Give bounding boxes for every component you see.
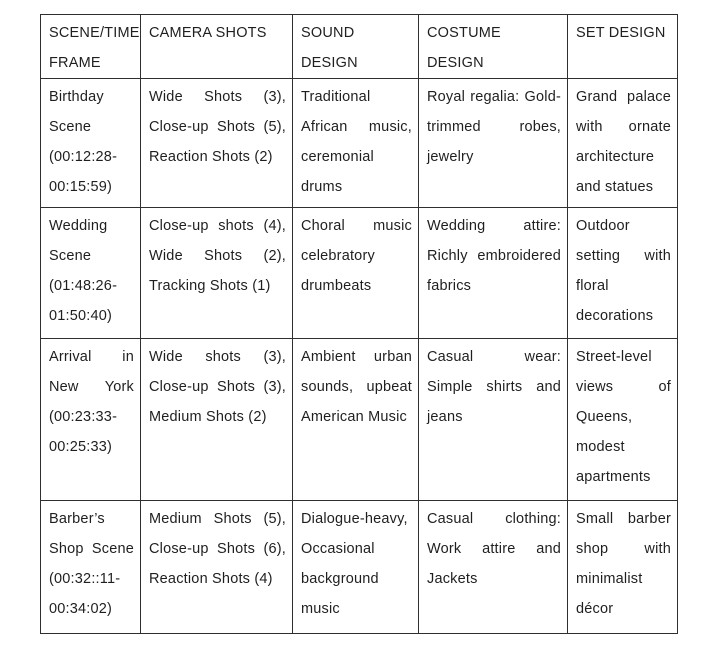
cell-camera-shots: Close-up shots (4), Wide Shots (2), Tracking Shots (1) xyxy=(141,208,293,339)
header-scene-time-frame: SCENE/TIME FRAME xyxy=(41,15,141,79)
cell-costume-design: Wedding attire: Richly embroidered fabrics xyxy=(419,208,568,339)
cell-set-design: Street-level views of Queens, modest apartments xyxy=(568,339,678,501)
header-sound-design: SOUND DESIGN xyxy=(293,15,419,79)
cell-scene: Wedding Scene (01:48:26-01:50:40) xyxy=(41,208,141,339)
cell-set-design: Small barber shop with minimalist décor xyxy=(568,501,678,634)
cell-set-design: Grand palace with ornate architecture and statues xyxy=(568,79,678,208)
cell-scene: Birthday Scene (00:12:28-00:15:59) xyxy=(41,79,141,208)
table-row-barbers-shop-scene xyxy=(41,501,678,634)
cell-sound-design: Traditional African music, ceremonial drums xyxy=(293,79,419,208)
cell-camera-shots: Wide shots (3), Close-up Shots (3), Medium Shots (2) xyxy=(141,339,293,501)
header-costume-design: COSTUME DESIGN xyxy=(419,15,568,79)
cell-sound-design: Ambient urban sounds, upbeat American Music xyxy=(293,339,419,501)
cell-camera-shots: Wide Shots (3), Close-up Shots (5), Reaction Shots (2) xyxy=(141,79,293,208)
cell-costume-design: Casual wear: Simple shirts and jeans xyxy=(419,339,568,501)
scene-breakdown-table xyxy=(40,14,678,634)
cell-scene: Barber’s Shop Scene (00:32::11-00:34:02) xyxy=(41,501,141,634)
table-header-row xyxy=(41,15,678,79)
cell-sound-design: Dialogue-heavy, Occasional background music xyxy=(293,501,419,634)
header-camera-shots: CAMERA SHOTS xyxy=(141,15,293,79)
cell-camera-shots: Medium Shots (5), Close-up Shots (6), Reaction Shots (4) xyxy=(141,501,293,634)
cell-scene: Arrival in New York (00:23:33-00:25:33) xyxy=(41,339,141,501)
table-row-birthday-scene xyxy=(41,79,678,208)
cell-costume-design: Royal regalia: Gold-trimmed robes, jewelry xyxy=(419,79,568,208)
table-row-arrival-new-york xyxy=(41,339,678,501)
cell-costume-design: Casual clothing: Work attire and Jackets xyxy=(419,501,568,634)
header-set-design: SET DESIGN xyxy=(568,15,678,79)
cell-set-design: Outdoor setting with floral decorations xyxy=(568,208,678,339)
table-row-wedding-scene xyxy=(41,208,678,339)
cell-sound-design: Choral music celebratory drumbeats xyxy=(293,208,419,339)
